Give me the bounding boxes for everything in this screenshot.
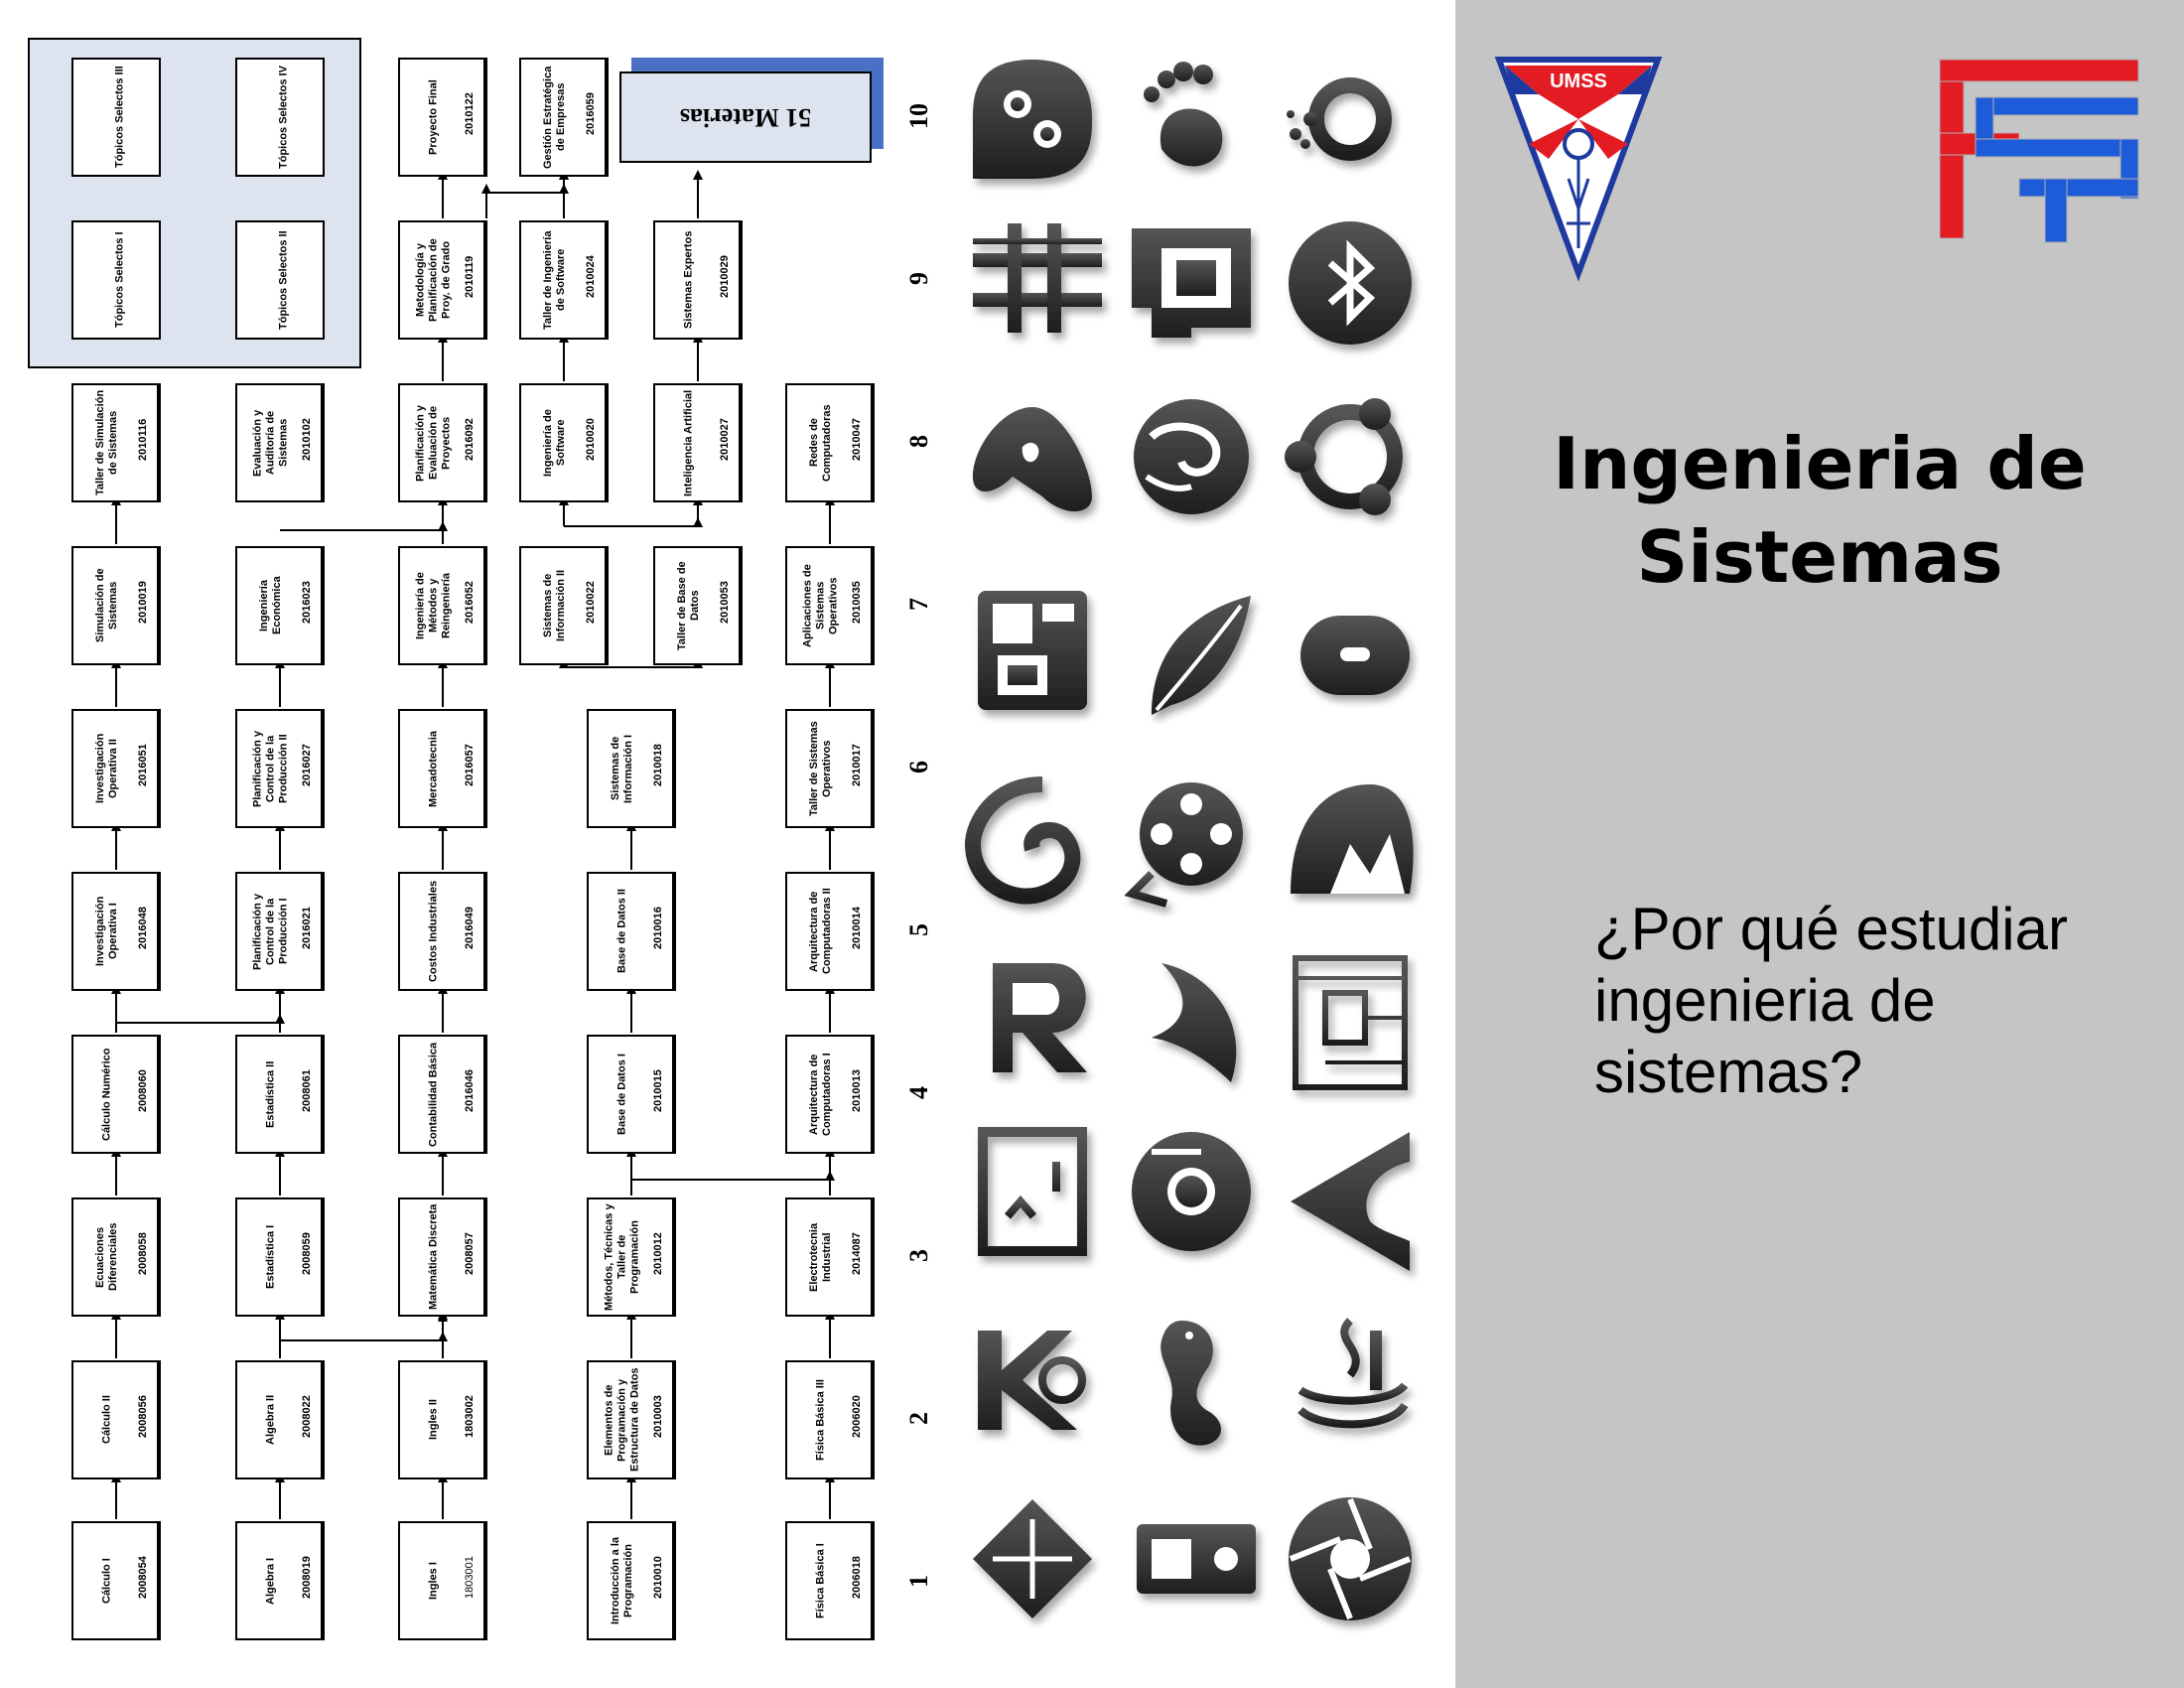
course-name: Tópicos Selectos III	[113, 66, 126, 169]
krita-r-app-icon	[993, 963, 1087, 1072]
course-name: Redes de Computadoras	[808, 404, 833, 482]
course-code: 2010047	[851, 385, 873, 500]
settings-panel-app-icon	[978, 591, 1087, 710]
course-card-ingles-2[interactable]	[398, 1360, 487, 1479]
course-name: Sistemas Expertos	[682, 230, 695, 330]
course-card-mercadotecnia[interactable]	[398, 709, 487, 828]
course-name: Investigación Operativa II	[94, 733, 119, 804]
course-name: Investigación Operativa I	[94, 896, 119, 967]
circuit-board-app-icon	[1296, 958, 1405, 1087]
course-card-ingenieria-software[interactable]	[519, 383, 609, 502]
course-card-gestion-estrategica[interactable]	[519, 58, 609, 177]
course-card-taller-simulacion[interactable]	[71, 383, 161, 502]
course-name: Algebra I	[264, 1557, 277, 1605]
course-card-intro-programacion[interactable]	[587, 1521, 676, 1640]
course-code: 2016049	[464, 874, 485, 989]
course-code: 2010016	[652, 874, 674, 989]
course-code: 2008060	[137, 1037, 159, 1152]
fcyt-logo	[1936, 50, 2144, 248]
course-card-aplicaciones-sistemas-operativos[interactable]	[785, 546, 875, 665]
course-name: Base de Datos II	[615, 889, 628, 974]
flame-app-icon	[1291, 784, 1414, 894]
umss-logo	[1489, 50, 1668, 288]
course-name: Sistemas de Información II	[542, 569, 567, 642]
course-card-base-datos-1[interactable]	[587, 1035, 676, 1154]
arch-app-icon	[1291, 1132, 1410, 1271]
course-card-taller-software[interactable]	[519, 220, 609, 340]
course-card-inteligencia-artificial[interactable]	[653, 383, 743, 502]
moon-app-icon	[1152, 963, 1236, 1082]
semester-label-2: 2	[904, 1412, 933, 1426]
terminal-app-icon	[983, 1132, 1082, 1251]
course-code: 2014087	[851, 1199, 873, 1315]
course-name: Ingles I	[427, 1562, 440, 1600]
course-code: 2006020	[851, 1362, 873, 1477]
course-code: 2006018	[851, 1523, 873, 1638]
course-code: 2010012	[652, 1199, 674, 1315]
course-code: 2010116	[137, 385, 159, 500]
course-card-fisica-1[interactable]	[785, 1521, 875, 1640]
course-card-ingenieria-economica[interactable]	[235, 546, 325, 665]
course-card-calculo-2[interactable]	[71, 1360, 161, 1479]
course-code: 2008022	[301, 1362, 323, 1477]
semester-label-7: 7	[904, 598, 933, 612]
course-name: Arquitectura de Computadoras I	[808, 1053, 833, 1136]
course-name: Tópicos Selectos I	[113, 231, 126, 329]
course-name: Ecuaciones Diferenciales	[94, 1222, 119, 1292]
firefox-app-icon	[1134, 399, 1249, 514]
infinity-app-icon	[973, 60, 1092, 179]
course-name: Elementos de Programación y Estructura de Datos	[603, 1367, 641, 1473]
course-name: Ingeniería Económica	[258, 576, 283, 635]
course-card-topicos-4[interactable]	[235, 58, 325, 177]
course-name: Cálculo I	[100, 1558, 113, 1604]
hashtag-app-icon	[973, 223, 1102, 333]
course-name: Estadística II	[264, 1060, 277, 1128]
course-card-metodos-programacion[interactable]	[587, 1197, 676, 1317]
leaf-app-icon	[1152, 596, 1251, 715]
course-name: Gestión Estratégica de Empresas	[542, 66, 567, 169]
course-code: 2016021	[301, 874, 323, 989]
course-name: Ingles II	[427, 1399, 440, 1441]
course-code: 2008054	[137, 1523, 159, 1638]
umss-logo-text: UMSS	[1550, 70, 1607, 92]
course-card-investigacion-1[interactable]	[71, 872, 161, 991]
course-name: Matemática Discreta	[427, 1203, 440, 1311]
semester-label-6: 6	[904, 761, 933, 774]
course-code: 2008058	[137, 1199, 159, 1315]
course-card-algebra-1[interactable]	[235, 1521, 325, 1640]
course-card-electrotecnia[interactable]	[785, 1197, 875, 1317]
course-card-evaluacion-proyectos[interactable]	[398, 383, 487, 502]
course-name: Proyecto Final	[427, 79, 440, 155]
course-card-matematica-discreta[interactable]	[398, 1197, 487, 1317]
aperture-app-icon	[1289, 1497, 1412, 1620]
course-card-topicos-1[interactable]	[71, 220, 161, 340]
course-name: Taller de Simulación de Sistemas	[94, 389, 119, 496]
course-card-topicos-3[interactable]	[71, 58, 161, 177]
course-card-topicos-2[interactable]	[235, 220, 325, 340]
debian-swirl-app-icon	[973, 784, 1072, 897]
course-name: Tópicos Selectos IV	[277, 66, 290, 169]
course-name: Introducción a la Programación	[610, 1537, 634, 1625]
materias-count-label: 51 Materias	[679, 103, 812, 132]
kde-app-icon	[978, 1331, 1082, 1430]
course-name: Evaluación y Auditoría de Sistemas	[251, 409, 290, 477]
course-card-estadistica-2[interactable]	[235, 1035, 325, 1154]
course-card-investigacion-2[interactable]	[71, 709, 161, 828]
umss-shield-icon	[1489, 50, 1668, 288]
course-code: 2016046	[464, 1037, 485, 1152]
course-name: Cálculo Numérico	[100, 1048, 113, 1141]
course-code: 2010013	[851, 1037, 873, 1152]
course-card-proyecto-final[interactable]	[398, 58, 487, 177]
course-name: Electrotecnia Industrial	[808, 1222, 833, 1292]
course-code: 2016052	[464, 548, 485, 663]
course-card-planificacion-produccion-1[interactable]	[235, 872, 325, 991]
course-card-sistemas-informacion-2[interactable]	[519, 546, 609, 665]
course-code: 2010003	[652, 1362, 674, 1477]
course-card-estadistica-1[interactable]	[235, 1197, 325, 1317]
course-card-contabilidad[interactable]	[398, 1035, 487, 1154]
film-reel-app-icon	[1132, 782, 1243, 904]
course-name: Mercadotecnia	[427, 730, 440, 807]
course-name: Planificación y Evaluación de Proyectos	[414, 404, 453, 482]
slide-question-line-1: ¿Por qué estudiar	[1594, 896, 2068, 962]
course-code: 2016027	[301, 711, 323, 826]
course-code: 2016092	[464, 385, 485, 500]
app-icon-grid	[953, 40, 1430, 1648]
course-name: Taller de Sistemas Operativos	[808, 721, 833, 816]
course-code: 2016051	[137, 711, 159, 826]
course-code: 2008019	[301, 1523, 323, 1638]
course-code: 2008056	[137, 1362, 159, 1477]
course-code: 2010020	[585, 385, 607, 500]
course-card-calculo-numerico[interactable]	[71, 1035, 161, 1154]
course-card-auditoria-sistemas[interactable]	[235, 383, 325, 502]
course-code: 2010027	[719, 385, 741, 500]
ubuntu-app-icon	[1285, 398, 1395, 515]
course-card-sistemas-informacion-1[interactable]	[587, 709, 676, 828]
inkscape-app-icon	[973, 407, 1092, 511]
course-name: Física Básica I	[814, 1543, 827, 1618]
course-card-arquitectura-2[interactable]	[785, 872, 875, 991]
course-code: 2010015	[652, 1037, 674, 1152]
course-code: 2010053	[719, 548, 741, 663]
course-code: 2010035	[851, 548, 873, 663]
course-name: Planificación y Control de la Producción I	[251, 893, 290, 970]
course-card-redes[interactable]	[785, 383, 875, 502]
course-code: 2010019	[137, 548, 159, 663]
slide-title-line-1: Ingenieria de	[1553, 422, 2087, 505]
semester-label-9: 9	[904, 272, 933, 286]
course-name: Taller de Base de Datos	[676, 561, 701, 650]
course-name: Simulación de Sistemas	[94, 568, 119, 643]
course-name: Planificación y Control de la Producción II	[251, 730, 290, 807]
chameleon-app-icon	[1160, 1321, 1221, 1446]
course-code: 2016057	[464, 711, 485, 826]
mouse-app-icon	[1300, 616, 1410, 695]
semester-label-8: 8	[904, 435, 933, 449]
course-code: 2010022	[585, 548, 607, 663]
slide-question-line-3: sistemas?	[1594, 1039, 1863, 1105]
course-name: Aplicaciones de Sistemas Operativos	[801, 564, 840, 647]
course-code: 2008061	[301, 1037, 323, 1152]
course-code: 2016048	[137, 874, 159, 989]
course-name: Taller de Ingeniería de Software	[542, 230, 567, 330]
course-code: 1803002	[464, 1362, 485, 1477]
chrome-app-icon	[1132, 1132, 1251, 1251]
bluetooth-app-icon	[1289, 221, 1412, 345]
course-name: Cálculo II	[100, 1395, 113, 1445]
course-card-costos[interactable]	[398, 872, 487, 991]
course-name: Física Básica III	[814, 1379, 827, 1461]
course-card-ecuaciones[interactable]	[71, 1197, 161, 1317]
course-card-taller-base-datos[interactable]	[653, 546, 743, 665]
course-name: Costos Industriales	[427, 880, 440, 983]
course-card-ingenieria-metodos[interactable]	[398, 546, 487, 665]
course-name: Algebra II	[264, 1394, 277, 1446]
course-name: Base de Datos I	[615, 1054, 628, 1135]
course-card-taller-sistemas-operativos[interactable]	[785, 709, 875, 828]
java-app-icon	[1300, 1321, 1405, 1424]
centos-app-icon	[973, 1499, 1092, 1618]
course-card-ingles-1[interactable]	[398, 1521, 487, 1640]
fcyt-monogram-icon	[1936, 50, 2144, 248]
course-name: Arquitectura de Computadoras II	[808, 888, 833, 975]
slide-question	[1594, 894, 2150, 1108]
slide-question-line-2: ingenieria de	[1594, 967, 1936, 1034]
slide-title	[1455, 417, 2184, 604]
course-card-sistemas-expertos[interactable]	[653, 220, 743, 340]
semester-label-1: 1	[904, 1575, 933, 1589]
course-card-arquitectura-1[interactable]	[785, 1035, 875, 1154]
course-code: 1803001	[464, 1523, 485, 1638]
usb-drive-app-icon	[1137, 1524, 1256, 1594]
course-code: 2010018	[652, 711, 674, 826]
course-code: 2008057	[464, 1199, 485, 1315]
course-name: Contabilidad Básica	[427, 1042, 440, 1147]
course-code: 2010119	[464, 222, 485, 338]
course-card-base-datos-2[interactable]	[587, 872, 676, 991]
semester-label-5: 5	[904, 923, 933, 937]
course-code: 2010122	[464, 60, 485, 175]
course-code: 2010024	[585, 222, 607, 338]
course-card-simulacion[interactable]	[71, 546, 161, 665]
slide-title-line-2: Sistemas	[1636, 515, 2003, 599]
course-code: 2010010	[652, 1523, 674, 1638]
fedora-mint-app-icon	[1132, 228, 1251, 338]
footprint-app-icon	[1144, 62, 1222, 166]
course-name: Inteligencia Artificial	[682, 389, 695, 496]
course-code: 2008059	[301, 1199, 323, 1315]
course-code: 2010017	[851, 711, 873, 826]
course-name: Ingeniería de Métodos y Reingeniería	[414, 572, 453, 639]
course-code: 2010102	[301, 385, 323, 500]
course-code: 2016059	[585, 60, 607, 175]
bubbles-app-icon	[1287, 85, 1384, 153]
course-name: Estadística I	[264, 1224, 277, 1290]
course-code: 2016023	[301, 548, 323, 663]
course-name: Métodos, Técnicas y Taller de Programación	[603, 1203, 641, 1311]
course-card-algebra-2[interactable]	[235, 1360, 325, 1479]
semester-label-10: 10	[904, 103, 933, 129]
course-name: Ingeniería de Software	[542, 409, 567, 477]
course-card-planificacion-produccion-2[interactable]	[235, 709, 325, 828]
course-card-calculo-1[interactable]	[71, 1521, 161, 1640]
course-name: Tópicos Selectos II	[277, 230, 290, 330]
course-card-metodologia-grado[interactable]	[398, 220, 487, 340]
materias-count-box	[619, 71, 872, 163]
course-card-fisica-3[interactable]	[785, 1360, 875, 1479]
course-code: 2010014	[851, 874, 873, 989]
course-name: Sistemas de Información I	[610, 734, 634, 803]
app-icon-grid-drawing	[953, 40, 1430, 1648]
semester-label-4: 4	[904, 1086, 933, 1100]
course-card-elementos-programacion[interactable]	[587, 1360, 676, 1479]
semester-label-3: 3	[904, 1249, 933, 1263]
course-code: 2010029	[719, 222, 741, 338]
course-name: Metodología y Planificación de Proy. de Grado	[414, 238, 453, 322]
